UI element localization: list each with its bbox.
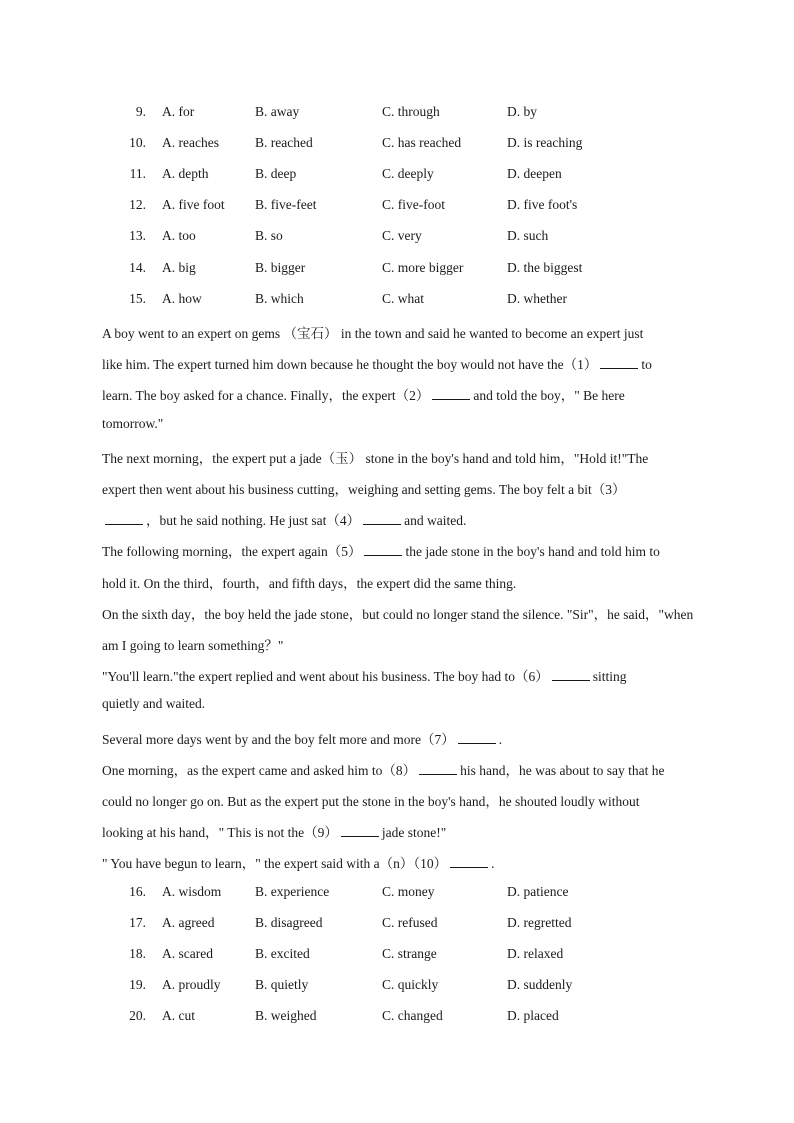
passage-text: like him. The expert turned him down because he thought the boy would not have the（1）	[102, 357, 598, 373]
option-d: D. relaxed	[507, 946, 564, 962]
option-c: C. very	[382, 228, 422, 244]
passage-line	[102, 852, 702, 872]
question-number: 18.	[129, 946, 146, 962]
question-row	[0, 135, 794, 155]
option-c: C. quickly	[382, 977, 439, 993]
passage-text: looking at his hand，" This is not the（9）	[102, 825, 338, 841]
passage-line	[102, 384, 702, 404]
question-row	[0, 915, 794, 935]
option-d: D. placed	[507, 1008, 559, 1024]
answer-blank[interactable]	[105, 511, 143, 525]
option-b: B. which	[255, 290, 304, 306]
option-d: D. by	[507, 104, 537, 119]
passage-line	[102, 416, 702, 432]
question-number: 12.	[129, 197, 146, 213]
question-row	[0, 977, 794, 997]
passage-text: quietly and waited.	[102, 696, 206, 712]
passage-text: to	[641, 357, 652, 373]
option-c: C. what	[382, 290, 424, 306]
option-b: B. five-feet	[255, 197, 317, 213]
passage-line	[102, 447, 702, 467]
question-number: 17.	[129, 915, 146, 931]
passage-text: .	[491, 856, 495, 872]
option-d: D. deepen	[507, 166, 562, 182]
passage-text: and told the boy，" Be here	[473, 388, 625, 404]
option-a: A. cut	[162, 1008, 195, 1024]
passage-text: A boy went to an expert on gems （宝石） in the town and said he wanted to become an expert just	[102, 326, 644, 341]
option-d: D. patience	[507, 884, 569, 899]
passage-line	[102, 790, 702, 810]
passage-line	[102, 821, 702, 841]
passage-line	[102, 572, 702, 592]
passage-line	[102, 759, 702, 779]
question-number: 10.	[129, 135, 146, 151]
option-d: D. such	[507, 228, 549, 244]
passage-text: The next morning，the expert put a jade（玉） stone in the boy's hand and told him，"Hold it!"The	[102, 450, 649, 466]
option-c: C. more bigger	[382, 259, 464, 275]
passage-line	[102, 353, 702, 373]
option-b: B. experience	[255, 884, 330, 899]
passage-line	[102, 478, 702, 498]
option-b: B. reached	[255, 135, 313, 151]
option-c: C. five-foot	[382, 197, 445, 213]
passage-line	[102, 634, 702, 654]
passage-text: One morning，as the expert came and asked him to（8）	[102, 762, 417, 778]
passage-text: sitting	[592, 669, 627, 685]
answer-blank[interactable]	[363, 511, 401, 525]
passage-text: jade stone!"	[381, 825, 447, 841]
passage-text: could no longer go on. But as the expert put the stone in the boy's hand，he shouted loudly without	[102, 794, 640, 809]
passage-text: his hand，he was about to say that he	[460, 762, 665, 778]
passage-line	[102, 603, 702, 623]
passage-text: hold it. On the third，fourth，and fifth days，the expert did the same thing.	[102, 575, 517, 591]
option-a: A. agreed	[162, 915, 215, 931]
option-b: B. so	[255, 228, 283, 244]
passage-line	[102, 322, 702, 342]
passage-text: ，but he said nothing. He just sat（4）	[146, 513, 361, 529]
passage-text: "You'll learn."the expert replied and went about his business. The boy had to（6）	[102, 669, 549, 685]
answer-blank[interactable]	[458, 730, 496, 744]
option-b: B. bigger	[255, 259, 306, 275]
answer-blank[interactable]	[552, 667, 590, 681]
option-c: C. changed	[382, 1008, 443, 1024]
option-d: D. regretted	[507, 915, 572, 931]
question-number: 11.	[129, 166, 146, 182]
option-b: B. weighed	[255, 1008, 317, 1024]
option-b: B. quietly	[255, 977, 309, 993]
passage-text: .	[498, 731, 503, 747]
option-c: C. through	[382, 104, 440, 119]
passage-line	[102, 509, 702, 529]
answer-blank[interactable]	[600, 355, 638, 369]
question-number: 14.	[129, 259, 146, 275]
passage-text: On the sixth day，the boy held the jade stone，but could no longer stand the silence. "Sir"，he said，"when	[102, 606, 694, 622]
question-row	[0, 884, 794, 904]
option-a: A. how	[162, 290, 202, 306]
option-a: A. big	[162, 259, 196, 275]
option-c: C. strange	[382, 946, 437, 962]
question-row	[0, 104, 794, 124]
passage-text: the jade stone in the boy's hand and told him to	[405, 544, 660, 560]
question-row	[0, 1008, 794, 1028]
option-a: A. five foot	[162, 197, 225, 213]
question-row	[0, 197, 794, 217]
question-number: 16.	[129, 884, 146, 899]
question-row	[0, 166, 794, 186]
option-d: D. whether	[507, 290, 567, 306]
option-a: A. proudly	[162, 977, 221, 993]
passage-text: learn. The boy asked for a chance. Finally，the expert（2）	[102, 388, 430, 404]
question-number: 19.	[129, 977, 146, 993]
question-row	[0, 228, 794, 248]
option-c: C. has reached	[382, 135, 462, 151]
question-row	[0, 946, 794, 966]
option-a: A. for	[162, 104, 195, 119]
question-number: 15.	[129, 290, 146, 306]
passage-text: " You have begun to learn，" the expert said with a（n）（10）	[102, 856, 448, 872]
option-d: D. five foot's	[507, 197, 578, 213]
option-a: A. too	[162, 228, 196, 244]
question-number: 13.	[129, 228, 146, 244]
option-c: C. refused	[382, 915, 438, 931]
passage-text: and waited.	[404, 513, 467, 529]
passage-text: Several more days went by and the boy felt more and more（7）	[102, 731, 455, 747]
question-number: 9.	[135, 104, 146, 119]
passage-text: The following morning，the expert again（5）	[102, 544, 362, 560]
answer-blank[interactable]	[450, 854, 488, 868]
option-a: A. reaches	[162, 135, 219, 151]
option-b: B. excited	[255, 946, 310, 962]
option-b: B. deep	[255, 166, 297, 182]
question-row	[0, 260, 794, 280]
passage-line	[102, 696, 702, 712]
option-a: A. wisdom	[162, 884, 222, 899]
passage-text: tomorrow."	[102, 415, 164, 431]
option-b: B. disagreed	[255, 915, 323, 931]
passage-text: expert then went about his business cutting，weighing and setting gems. The boy felt a bit（3）	[102, 482, 626, 497]
answer-blank[interactable]	[432, 386, 470, 400]
question-number: 20.	[129, 1008, 146, 1024]
option-d: D. suddenly	[507, 977, 573, 993]
answer-blank[interactable]	[364, 542, 402, 556]
passage-text: am I going to learn something？"	[102, 638, 284, 653]
passage-line	[102, 728, 702, 748]
option-d: D. the biggest	[507, 259, 583, 275]
option-c: C. deeply	[382, 166, 434, 182]
answer-blank[interactable]	[341, 823, 379, 837]
question-row	[0, 291, 794, 311]
passage-line	[102, 540, 702, 560]
option-a: A. scared	[162, 946, 213, 962]
answer-blank[interactable]	[419, 761, 457, 775]
option-a: A. depth	[162, 166, 209, 182]
passage-line	[102, 665, 702, 685]
option-b: B. away	[255, 104, 300, 119]
option-d: D. is reaching	[507, 135, 583, 151]
option-c: C. money	[382, 884, 435, 899]
